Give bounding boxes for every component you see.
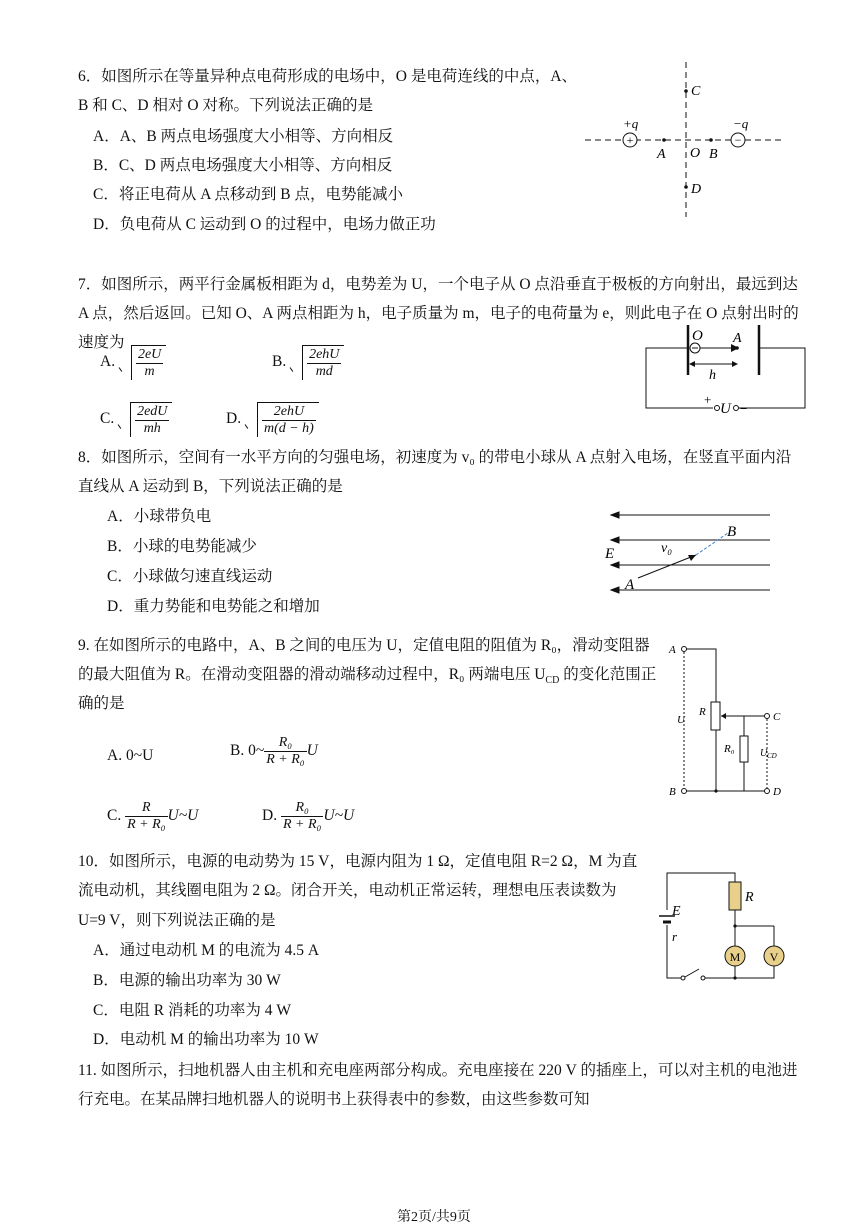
q9-option-b [230,735,318,768]
page-footer: 第2页/共9页 [397,1210,471,1225]
q6-stem-line1: 6．如图所示在等量异种点电荷形成的电场中，O 是电荷连线的中点，A、 [78,68,578,85]
q9-option-c-num: R [125,800,167,817]
q9-fig-label-c: C [773,711,781,723]
q9-fig-label-ucd-sub: CD [767,752,777,760]
svg-text:−: − [734,133,742,147]
q9-fig-label-r: R [699,706,706,718]
q7-option-d-num: 2ehU [262,404,316,421]
q9-figure-circuit [667,640,787,800]
q9-stem-line2-tail: 的变化范围正 [559,666,657,683]
q8-stem-line2: 直线从 A 运动到 B，下列说法正确的是 [78,478,343,495]
q8-fig-label-a: A [625,577,635,593]
q7-option-d-label: D. [226,410,242,428]
q7-option-a-den: m [144,364,155,379]
q9-option-b-num: R₀ [264,735,306,752]
q8-option-b: B．小球的电势能减少 [107,538,257,555]
q9-stem-line3: 确的是 [78,695,125,712]
q7-fig-minus: − [740,401,748,416]
q10-option-c: C．电阻 R 消耗的功率为 4 W [93,1002,292,1019]
q7-option-c-den: mh [143,421,161,436]
q7-fig-label-u: U [720,401,731,417]
q6-option-a: A．A、B 两点电场强度大小相等、方向相反 [93,128,394,145]
q7-option-c-num: 2edU [137,404,168,419]
q10-option-a: A．通过电动机 M 的电流为 4.5 A [93,942,320,959]
q9-option-c [107,800,198,833]
q9-stem-line2-text: 的最大阻值为 R。在滑动变阻器的滑动端移动过程中，R₀ 两端电压 U [78,666,546,683]
q9-fig-label-a: A [669,644,676,656]
q9-stem-line1: 9. 在如图所示的电路中，A、B 之间的电压为 U，定值电阻的阻值为 R₀，滑动变阻器 [78,637,650,654]
q7-option-b-den: md [315,364,333,379]
q10-option-b: B．电源的输出功率为 30 W [93,972,281,989]
q6-fig-label-o: O [690,146,701,161]
q8-option-c: C．小球做匀速直线运动 [107,568,273,585]
q6-figure-charges [585,62,785,222]
q9-option-d-den: R + R₀ [282,817,322,832]
q10-fig-voltmeter: V [769,950,779,964]
q6-option-b: B．C、D 两点电场强度大小相等、方向相反 [93,157,393,174]
q9-option-c-label: C. [107,807,122,825]
q9-fig-label-u: U [677,714,685,726]
q7-option-c [100,402,172,437]
q7-figure-plates [643,320,808,415]
q6-fig-label-b: B [709,147,718,162]
q10-fig-motor: M [729,950,741,964]
q6-fig-pos-charge: +q [623,116,639,131]
q9-option-b-tail: U [306,742,318,760]
q6-stem-line2: B 和 C、D 相对 O 对称。下列说法正确的是 [78,97,373,114]
q8-fig-label-b: B [727,524,737,540]
q7-option-c-label: C. [100,410,115,428]
q9-fig-label-ucd: U [760,748,768,759]
q11-stem-line2: 行充电。在某品牌扫地机器人的说明书上获得表中的参数，由这些参数可知 [78,1091,590,1108]
q8-figure-field [603,505,773,595]
q8-fig-label-e: E [605,546,615,562]
q7-option-a-num: 2eU [137,347,162,362]
q6-fig-label-c: C [691,84,701,99]
q10-fig-label-r: R [745,890,754,905]
q10-option-d: D．电动机 M 的输出功率为 10 W [93,1031,319,1048]
q6-fig-label-a: A [657,147,666,162]
q7-option-b-label: B. [272,353,287,371]
q7-option-a [100,345,166,380]
q8-option-d: D．重力势能和电势能之和增加 [107,598,320,615]
q7-option-d-den: m(d − h) [263,421,314,436]
q10-fig-label-e: E [672,904,681,919]
q8-option-a: A．小球带负电 [107,508,212,525]
q7-fig-label-h: h [709,368,716,383]
q10-fig-label-r-internal: r [672,929,678,944]
q7-fig-label-a: A [733,331,742,346]
q7-stem-line3: 速度为 [78,334,125,351]
q9-fig-label-r0: R₀ [724,743,735,755]
q9-option-a: A. 0~U [107,747,154,764]
q7-fig-plus: + [704,392,712,407]
q9-stem-line2-sub: CD [545,675,560,687]
q8-stem-line1: 8．如图所示，空间有一水平方向的匀强电场，初速度为 v₀ 的带电小球从 A 点射入电场，在竖直平面内沿 [78,449,792,466]
q7-fig-label-o: O [692,328,703,344]
q9-fig-label-d: D [773,786,781,798]
q9-fig-label-b: B [669,786,676,798]
q9-option-d-tail: U~U [323,807,355,825]
q9-option-d-num: R₀ [281,800,323,817]
q11-stem-line1: 11. 如图所示，扫地机器人由主机和充电座两部分构成。充电座接在 220 V 的插座上，可以对主机的电池进 [78,1062,798,1079]
q6-option-c: C．将正电荷从 A 点移动到 B 点，电势能减小 [93,186,404,203]
q7-option-b-num: 2ehU [309,347,340,362]
q9-option-b-label: B. 0~ [230,742,265,760]
q10-stem-line3: U=9 V，则下列说法正确的是 [78,912,276,929]
q9-option-d [262,800,354,833]
q7-option-a-label: A. [100,353,116,371]
q6-fig-neg-charge: −q [733,116,749,131]
q10-stem-line1: 10．如图所示，电源的电动势为 15 V，电源内阻为 1 Ω，定值电阻 R=2 Ω，M 为直 [78,853,638,870]
q9-stem-line2 [78,665,656,691]
q7-stem-line2: A 点，然后返回。已知 O、A 两点相距为 h，电子质量为 m，电子的电荷量为 e，则此电子在 O 点射出时的 [78,305,799,322]
q8-fig-label-v0: v₀ [661,541,673,556]
q9-option-d-label: D. [262,807,278,825]
q7-option-d [226,402,319,437]
q9-option-c-tail: U~U [167,807,199,825]
q10-figure-circuit [655,868,795,983]
q9-option-c-den: R + R₀ [127,817,166,832]
q7-stem-line1: 7．如图所示，两平行金属板相距为 d，电势差为 U，一个电子从 O 点沿垂直于极板的方向射出，最远到达 [78,276,798,293]
q9-option-b-den: R + R₀ [266,752,305,767]
q6-option-d: D．负电荷从 C 运动到 O 的过程中，电场力做正功 [93,216,436,233]
q10-stem-line2: 流电动机，其线圈电阻为 2 Ω。闭合开关，电动机正常运转，理想电压表读数为 [78,882,617,899]
svg-text:+: + [626,133,634,147]
q7-option-b [272,345,344,380]
q6-fig-label-d: D [691,182,702,197]
